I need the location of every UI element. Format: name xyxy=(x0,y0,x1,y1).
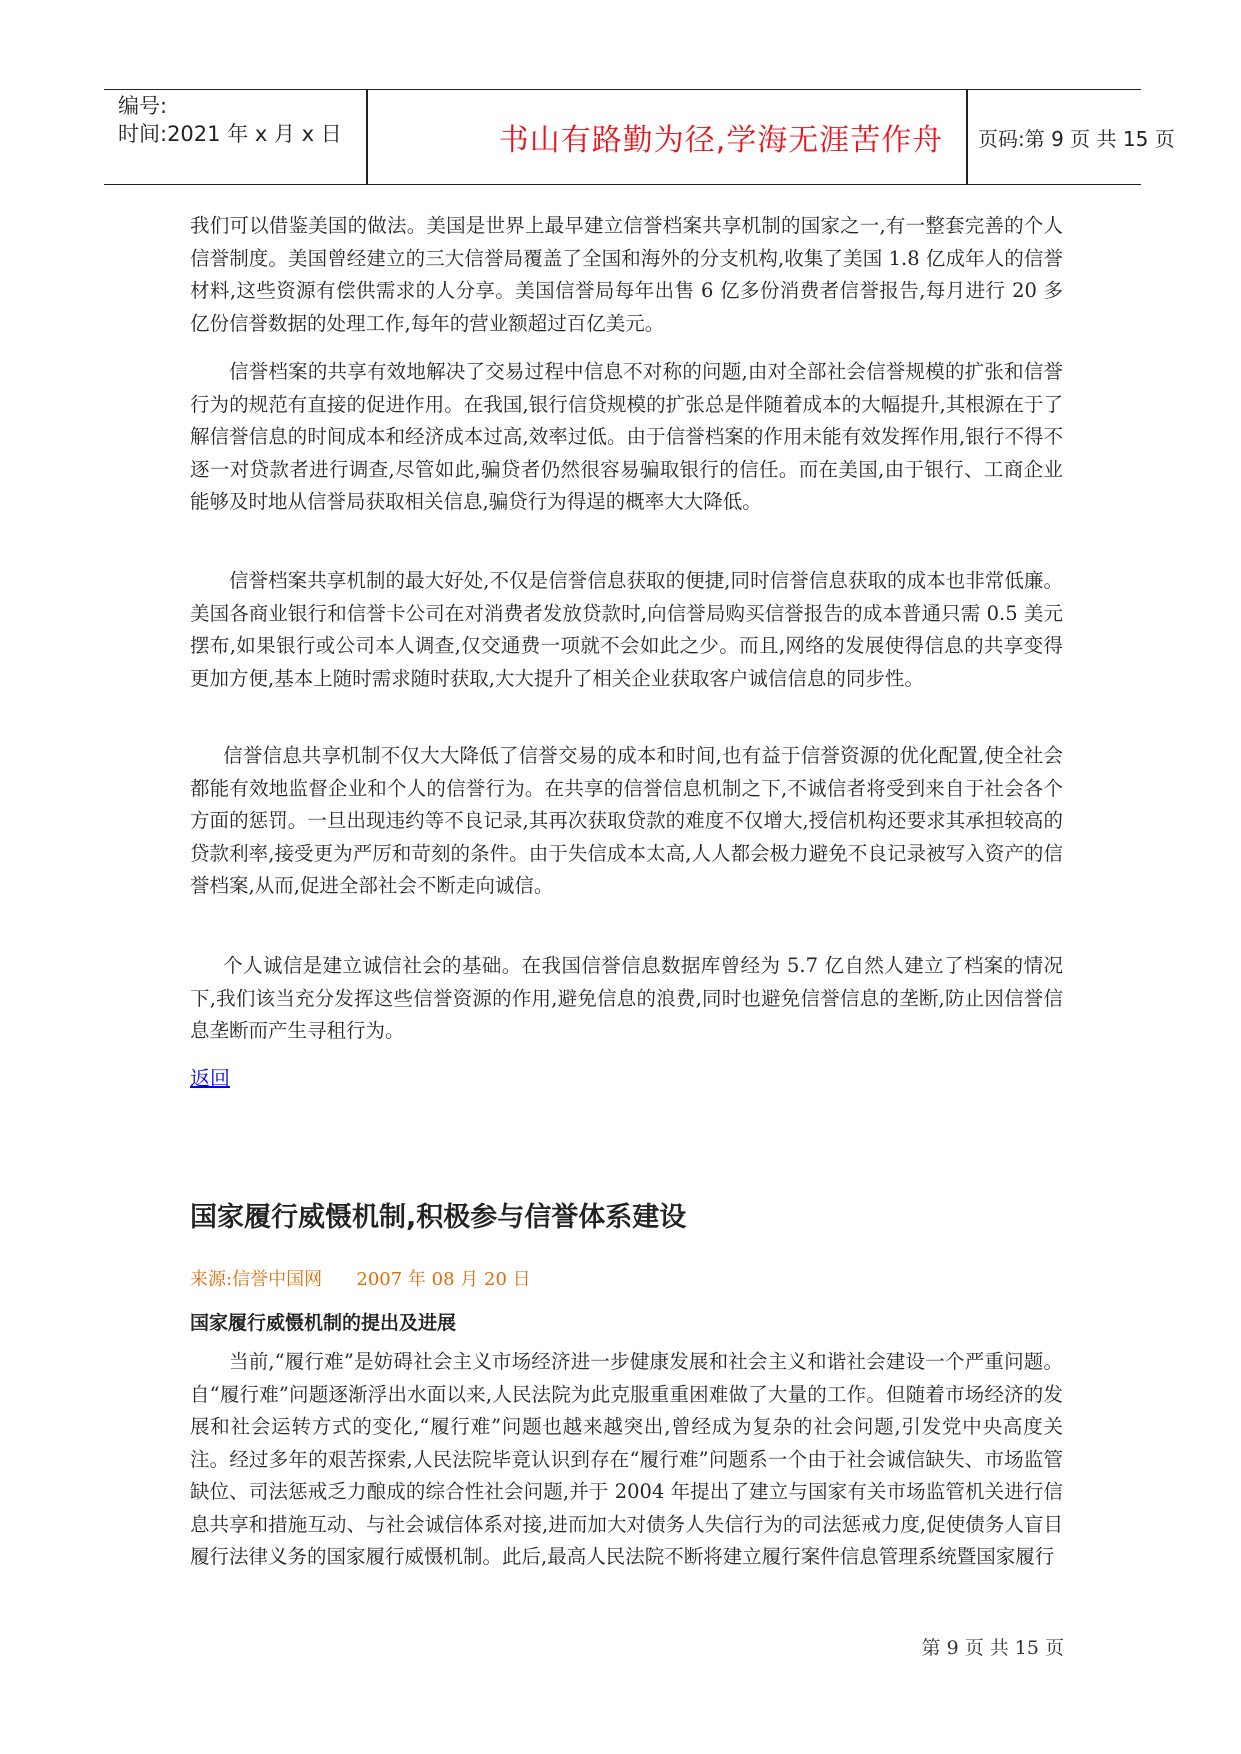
header-divider xyxy=(966,90,968,184)
header-divider xyxy=(366,90,368,184)
paragraph-info-asymmetry: 信誉档案的共享有效地解决了交易过程中信息不对称的问题,由对全部社会信誉规模的扩张和信誉行为的规范有直接的促进作用。在我国,银行信贷规模的扩张总是伴随着成本的大幅提升,其根源在于了解信誉信息的时间成本和经济成本过高,效率过低。由于信誉档案的作用未能有效发挥作用,银行不得不逐一对贷款者进行调查,尽管如此,骗贷者仍然很容易骗取银行的信任。而在美国,由于银行、工商企业能够及时地从信誉局获取相关信息,骗贷行为得逞的概率大大降低。 xyxy=(190,360,1063,513)
header-page-code: 页码:第 9 页 共 15 页 xyxy=(978,126,1175,151)
header-meta xyxy=(118,92,368,148)
paragraph-us-practice: 我们可以借鉴美国的做法。美国是世界上最早建立信誉档案共享机制的国家之一,有一整套完善的个人信誉制度。美国曾经建立的三大信誉局覆盖了全国和海外的分支机构,收集了美国 1.8 亿成年人的信誉材料,这些资源有偿供需求的人分享。美国信誉局每年出售 6 亿多份消费者信誉报告,每月进行 20 多亿份信誉数据的处理工作,每年的营业额超过百亿美元。 xyxy=(190,214,1063,335)
article-subtitle: 国家履行威慑机制的提出及进展 xyxy=(190,1312,457,1334)
back-link[interactable]: 返回 xyxy=(190,1066,230,1090)
page-footer: 第 9 页 共 15 页 xyxy=(921,1637,1064,1659)
document-number-label: 编号: xyxy=(118,94,168,118)
paragraph-low-cost: 信誉档案共享机制的最大好处,不仅是信誉信息获取的便捷,同时信誉信息获取的成本也非常低廉。美国各商业银行和信誉卡公司在对消费者发放贷款时,向信誉局购买信誉报告的成本普通只需 0.5 美元摆布,如果银行或公司本人调查,仅交通费一项就不会如此之少。而且,网络的发展使得信息的共享变得更加方便,基本上随时需求随时获取,大大提升了相关企业获取客户诚信信息的同步性。 xyxy=(190,569,1063,690)
page-header xyxy=(104,89,1175,185)
article-title: 国家履行威慑机制,积极参与信誉体系建设 xyxy=(190,1202,687,1233)
header-motto: 书山有路勤为径,学海无涯苦作舟 xyxy=(498,123,944,158)
article-paragraph: 当前,“履行难”是妨碍社会主义市场经济进一步健康发展和社会主义和谐社会建设一个严重问题。自“履行难”问题逐渐浮出水面以来,人民法院为此克服重重困难做了大量的工作。但随着市场经济的发展和社会运转方式的变化,“履行难”问题也越来越突出,曾经成为复杂的社会问题,引发党中央高度关注。经过多年的艰苦探索,人民法院毕竟认识到存在“履行难”问题系一个由于社会诚信缺失、市场监管缺位、司法惩戒乏力酿成的综合性社会问题,并于 2004 年提出了建立与国家有关市场监管机关进行信息共享和措施互动、与社会诚信体系对接,进而加大对债务人失信行为的司法惩戒力度,促使债务人盲目履行法律义务的国家履行威慑机制。此后,最高人民法院不断将建立履行案件信息管理系统暨国家履行 xyxy=(190,1350,1063,1568)
article-source: 来源:信誉中国网 2007 年 08 月 20 日 xyxy=(190,1269,531,1290)
paragraph-resource-optimization: 信誉信息共享机制不仅大大降低了信誉交易的成本和时间,也有益于信誉资源的优化配置,使全社会都能有效地监督企业和个人的信誉行为。在共享的信誉信息机制之下,不诚信者将受到来自于社会各个方面的惩罚。一旦出现违约等不良记录,其再次获取贷款的难度不仅增大,授信机构还要求其承担较高的贷款利率,接受更为严厉和苛刻的条件。由于失信成本太高,人人都会极力避免不良记录被写入资产的信誉档案,从而,促进全部社会不断走向诚信。 xyxy=(190,744,1063,897)
paragraph-personal-integrity: 个人诚信是建立诚信社会的基础。在我国信誉信息数据库曾经为 5.7 亿自然人建立了档案的情况下,我们该当充分发挥这些信誉资源的作用,避免信息的浪费,同时也避免信誉信息的垄断,防止因信誉信息垄断而产生寻租行为。 xyxy=(190,954,1063,1042)
document-time-label: 时间:2021 年 x 月 x 日 xyxy=(118,122,342,146)
